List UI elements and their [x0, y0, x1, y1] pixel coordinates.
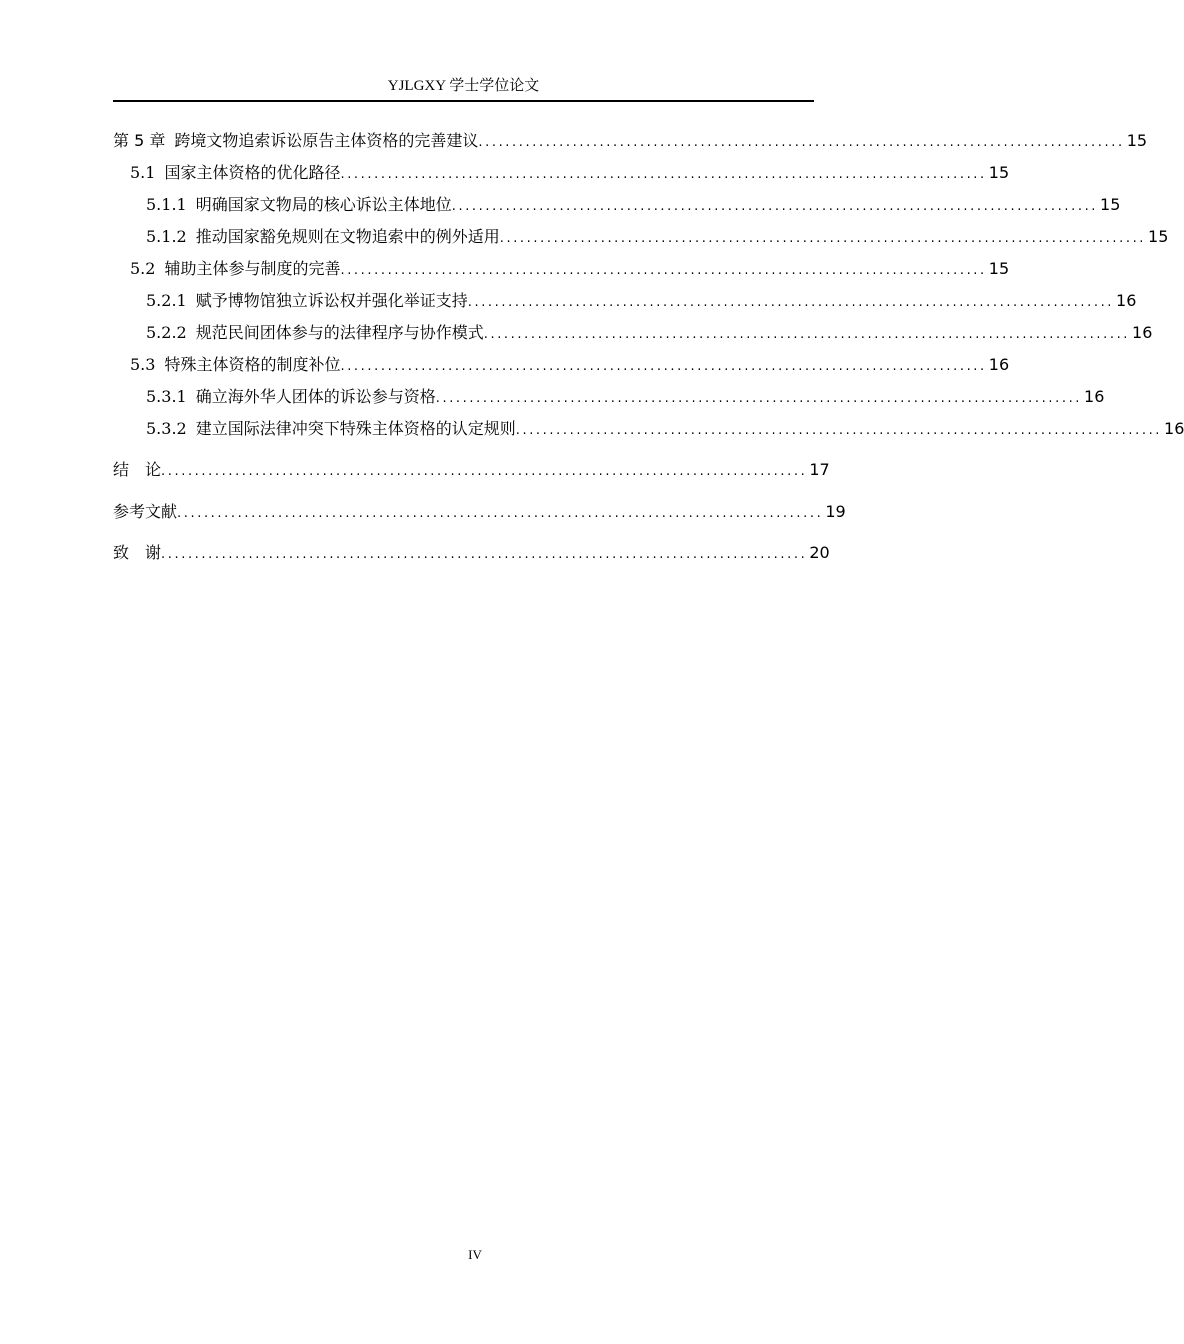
toc-entry-title: 建立国际法律冲突下特殊主体资格的认定规则 [195, 419, 516, 438]
toc-entry-page: 16 [1164, 419, 1184, 438]
toc-entry-5-2[interactable] [130, 258, 1010, 280]
toc-leader-dots: ................................................................................................ [451, 199, 1099, 214]
toc-entry-page: 15 [1148, 227, 1169, 246]
toc-entry-number: 5.3 [130, 355, 156, 374]
toc-entry-page: 15 [1126, 131, 1148, 150]
toc-entry-title: 参考文献 [113, 502, 178, 521]
toc-entry-number: 第 5 章 [113, 131, 166, 150]
toc-entry-page: 19 [825, 502, 846, 521]
toc-leader-dots: ................................................................................................ [499, 231, 1147, 246]
toc-entry-number: 5.3.1 [146, 387, 187, 406]
toc-entry-5-3-1[interactable] [146, 386, 1105, 408]
toc-entry-page: 15 [988, 163, 1010, 182]
toc-entry-title: 跨境文物追索诉讼原告主体资格的完善建议 [174, 131, 479, 150]
toc-entry-page: 16 [988, 355, 1010, 374]
toc-leader-dots: ................................................................................................ [515, 423, 1163, 438]
toc-entry-references[interactable] [113, 501, 846, 523]
toc-leader-dots: ................................................................................................ [161, 464, 808, 479]
toc-entry-conclusion[interactable] [113, 459, 830, 481]
toc-entry-number: 5.3.2 [146, 419, 187, 438]
toc-leader-dots: ................................................................................................ [340, 167, 987, 182]
toc-entry-title: 明确国家文物局的核心诉讼主体地位 [195, 195, 452, 214]
toc-entry-5-3[interactable] [130, 354, 1010, 376]
toc-leader-dots: ................................................................................................ [483, 327, 1131, 342]
toc-leader-dots: ................................................................................................ [340, 359, 987, 374]
toc-leader-dots: ................................................................................................ [467, 295, 1115, 310]
toc-entry-page: 16 [1084, 387, 1105, 406]
page-number: IV [468, 1247, 482, 1262]
toc-entry-5-2-2[interactable] [146, 322, 1153, 344]
toc-entry-title: 确立海外华人团体的诉讼参与资格 [195, 387, 436, 406]
toc-entry-title: 辅助主体参与制度的完善 [164, 259, 341, 278]
toc-entry-title: 特殊主体资格的制度补位 [164, 355, 341, 374]
toc-entry-title: 国家主体资格的优化路径 [164, 163, 341, 182]
toc-entry-title: 规范民间团体参与的法律程序与协作模式 [195, 323, 484, 342]
toc-entry-5-1[interactable] [130, 162, 1010, 184]
toc-entry-number: 5.2.1 [146, 291, 187, 310]
toc-entry-page: 17 [809, 460, 830, 479]
toc-entry-chapter-5[interactable] [113, 130, 1148, 152]
toc-entry-title: 赋予博物馆独立诉讼权并强化举证支持 [195, 291, 468, 310]
toc-entry-title: 结 论 [113, 460, 162, 479]
toc-leader-dots: ................................................................................................ [340, 263, 987, 278]
toc-entry-number: 5.1 [130, 163, 156, 182]
toc-entry-page: 20 [809, 543, 830, 562]
toc-leader-dots: ................................................................................................ [177, 506, 824, 521]
toc-entry-number: 5.1.2 [146, 227, 187, 246]
toc-entry-number: 5.2.2 [146, 323, 187, 342]
toc-entry-5-3-2[interactable] [146, 418, 1184, 440]
toc-entry-5-1-2[interactable] [146, 226, 1169, 248]
toc-leader-dots: ................................................................................................ [435, 391, 1083, 406]
toc-entry-number: 5.2 [130, 259, 156, 278]
toc-entry-page: 15 [988, 259, 1010, 278]
toc-entry-title: 致 谢 [113, 543, 162, 562]
toc-leader-dots: ................................................................................................ [161, 547, 808, 562]
toc-leader-dots: ................................................................................................ [478, 135, 1125, 150]
toc-entry-page: 16 [1116, 291, 1137, 310]
header-divider [113, 100, 814, 102]
toc-entry-5-2-1[interactable] [146, 290, 1137, 312]
toc-entry-title: 推动国家豁免规则在文物追索中的例外适用 [195, 227, 500, 246]
toc-entry-number: 5.1.1 [146, 195, 187, 214]
toc-entry-acknowledgements[interactable] [113, 542, 830, 564]
page-header-title: YJLGXY 学士学位论文 [387, 78, 540, 94]
toc-entry-5-1-1[interactable] [146, 194, 1121, 216]
toc-entry-page: 16 [1132, 323, 1153, 342]
toc-entry-page: 15 [1100, 195, 1121, 214]
